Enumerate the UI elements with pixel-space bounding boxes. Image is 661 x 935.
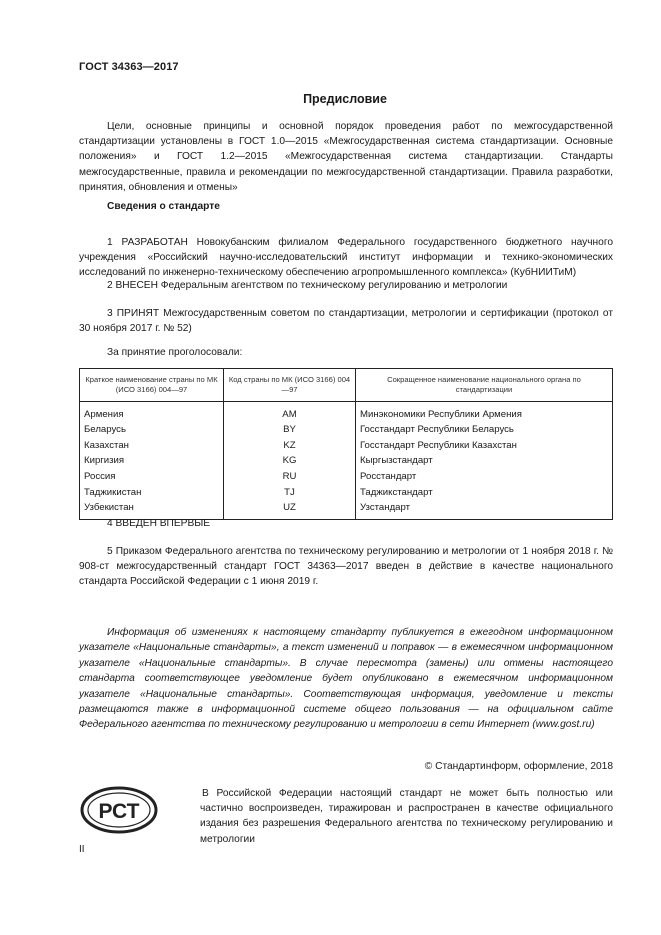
item-1-text: 1 РАЗРАБОТАН Новокубанским филиалом Федерального государственного бюджетного научного учреждения «Российский научно-исследовательский институт информации и технико-экономических исследований по инженерно-техническому обеспечению агропромышленного комплекса» (КубНИИТиМ): [79, 237, 613, 279]
table-row: [80, 453, 613, 469]
item-2-paragraph: 2 ВНЕСЕН Федеральным агентством по техническому регулированию и метрологии: [107, 280, 508, 291]
country-cell: Киргизия: [80, 453, 224, 469]
code-cell: TJ: [224, 484, 356, 500]
code-cell: UZ: [224, 500, 356, 519]
pct-certification-mark-icon: [79, 785, 159, 835]
header-standards-body: Сокращенное наименование национального органа по стандартизации: [356, 369, 613, 402]
logo-letters: РСТ: [98, 800, 140, 823]
country-cell: Таджикистан: [80, 484, 224, 500]
reproduction-notice: [200, 786, 613, 847]
country-cell: Узбекистан: [80, 500, 224, 519]
body-cell: Кыргызстандарт: [356, 453, 613, 469]
item-3-paragraph: [79, 306, 613, 336]
changes-info-paragraph: [79, 625, 613, 733]
body-cell: Минэкономики Республики Армения: [356, 402, 613, 423]
item-1-paragraph: [79, 235, 613, 281]
table-row: [80, 438, 613, 454]
country-cell: Россия: [80, 469, 224, 485]
item-5-text: 5 Приказом Федерального агентства по техническому регулированию и метрологии от 1 ноября 2018 г. № 908-ст межгосударственный стандарт ГОСТ 34363—2017 введен в действие в качестве национального стандарта Российской Федерации с 1 июня 2019 г.: [79, 546, 613, 588]
reproduction-notice-text: В Российской Федерации настоящий стандарт не может быть полностью или частично воспроизведен, тиражирован и распространен в качестве официального издания без разрешения Федерального агентства по техническому регулированию и метрологии: [200, 788, 613, 845]
changes-info-text: Информация об изменениях к настоящему стандарту публикуется в ежегодном информационном указателе «Национальные стандарты», а текст изменений и поправок — в ежемесячном информационном указателе «Национальные стандарты». В случае пересмотра (замены) или отмены настоящего стандарта соответствующее уведомление будет опубликовано в ежемесячном информационном указателе «Национальные стандарты». Соответствующая информация, уведомление и тексты размещаются также в информационной системе общего пользования — на официальном сайте Федерального агентства по техническому регулированию и метрологии в сети Интернет (www.gost.ru): [79, 627, 613, 731]
table-row: [80, 500, 613, 519]
document-code: ГОСТ 34363—2017: [79, 61, 179, 73]
header-country-code: Код страны по МК (ИСО 3166) 004—97: [224, 369, 356, 402]
body-cell: Узстандарт: [356, 500, 613, 519]
code-cell: KZ: [224, 438, 356, 454]
body-cell: Госстандарт Республики Казахстан: [356, 438, 613, 454]
votes-intro: За принятие проголосовали:: [107, 347, 243, 358]
header-country-name: Краткое наименование страны по МК (ИСО 3166) 004—97: [80, 369, 224, 402]
code-cell: RU: [224, 469, 356, 485]
code-cell: KG: [224, 453, 356, 469]
info-heading: Сведения о стандарте: [107, 201, 220, 212]
intro-paragraph: [79, 119, 613, 195]
body-cell: Росстандарт: [356, 469, 613, 485]
page-title: Предисловие: [303, 92, 387, 106]
body-cell: Таджикстандарт: [356, 484, 613, 500]
votes-table: [79, 368, 613, 520]
intro-text: Цели, основные принципы и основной порядок проведения работ по межгосударственной стандартизации установлены в ГОСТ 1.0—2015 «Межгосударственная система стандартизации. Основные положения» и ГОСТ 1.2—2015 «Межгосударственная система стандартизации. Стандарты межгосударственные, правила и рекомендации по межгосударственной стандартизации. Правила разработки, принятия, обновления и отмены»: [79, 121, 613, 193]
copyright-notice: © Стандартинформ, оформление, 2018: [424, 761, 613, 772]
item-4-paragraph: 4 ВВЕДЕН ВПЕРВЫЕ: [107, 518, 211, 529]
country-cell: Казахстан: [80, 438, 224, 454]
table-row: [80, 402, 613, 423]
table-row: [80, 469, 613, 485]
country-cell: Беларусь: [80, 422, 224, 438]
table-row: [80, 422, 613, 438]
votes-table-header: [80, 369, 613, 402]
code-cell: BY: [224, 422, 356, 438]
code-cell: AM: [224, 402, 356, 423]
country-cell: Армения: [80, 402, 224, 423]
page-number: II: [79, 844, 85, 855]
item-3-text: 3 ПРИНЯТ Межгосударственным советом по стандартизации, метрологии и сертификации (протокол от 30 ноября 2017 г. № 52): [79, 308, 613, 335]
item-5-paragraph: [79, 544, 613, 590]
table-row: [80, 484, 613, 500]
body-cell: Госстандарт Республики Беларусь: [356, 422, 613, 438]
